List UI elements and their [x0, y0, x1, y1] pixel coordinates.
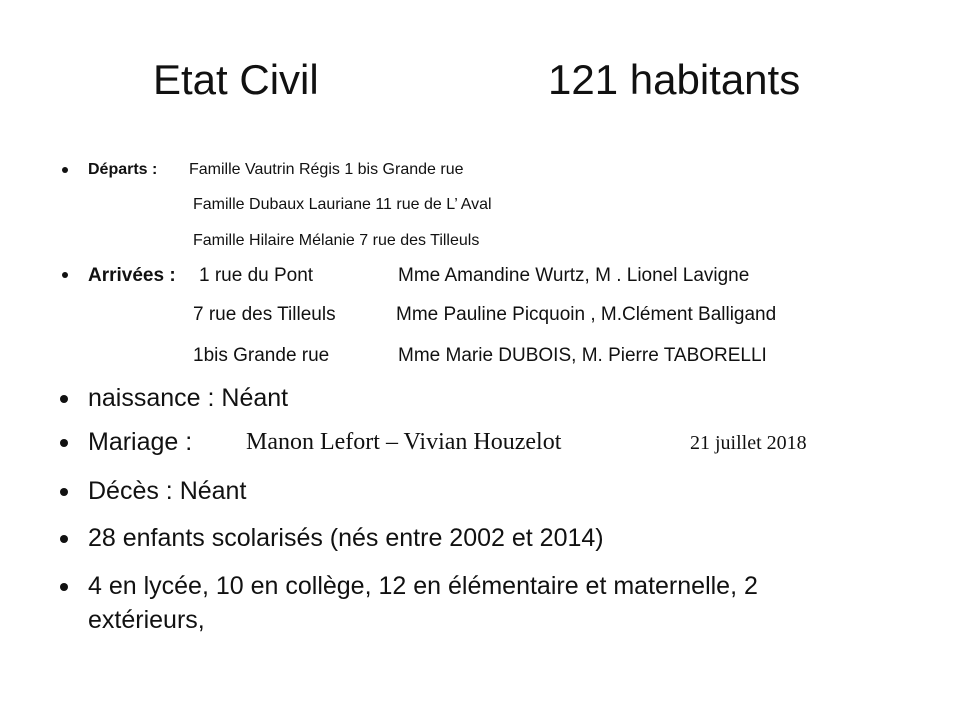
bullet-repartition [60, 583, 68, 591]
bullet-naissance [60, 395, 68, 403]
title-habitants: 121 habitants [548, 56, 801, 103]
arrivees-names-2: Mme Pauline Picquoin , M.Clément Balligand [396, 304, 777, 325]
departs-item-1: Famille Vautrin Régis 1 bis Grande rue [189, 161, 464, 178]
bullet-arrivees [62, 272, 68, 278]
arrivees-label: Arrivées : [88, 265, 176, 286]
mariage-label: Mariage : [88, 428, 193, 456]
mariage-names: Manon Lefort – Vivian Houzelot [246, 429, 562, 455]
arrivees-names-1: Mme Amandine Wurtz, M . Lionel Lavigne [398, 265, 750, 286]
slide-title [0, 50, 960, 110]
repartition-line-2: extérieurs, [88, 606, 205, 634]
mariage-date: 21 juillet 2018 [690, 432, 807, 454]
bullet-mariage [60, 439, 68, 447]
departs-item-3: Famille Hilaire Mélanie 7 rue des Tilleuls [193, 232, 480, 249]
bullet-departs [62, 167, 68, 173]
title-etat-civil: Etat Civil [153, 56, 319, 103]
arrivees-address-3: 1bis Grande rue [193, 345, 330, 366]
deces-line: Décès : Néant [88, 477, 247, 505]
arrivees-address-1: 1 rue du Pont [199, 265, 314, 286]
bullet-deces [60, 488, 68, 496]
departs-item-2: Famille Dubaux Lauriane 11 rue de L’ Aval [193, 196, 492, 213]
arrivees-address-2: 7 rue des Tilleuls [193, 304, 336, 325]
bullet-enfants [60, 535, 68, 543]
repartition-line-1: 4 en lycée, 10 en collège, 12 en élémentaire et maternelle, 2 [88, 572, 758, 600]
departs-label: Départs : [88, 161, 158, 178]
arrivees-names-3: Mme Marie DUBOIS, M. Pierre TABORELLI [398, 345, 767, 366]
naissance-line: naissance : Néant [88, 384, 289, 412]
enfants-line: 28 enfants scolarisés (nés entre 2002 et 2014) [88, 524, 604, 552]
